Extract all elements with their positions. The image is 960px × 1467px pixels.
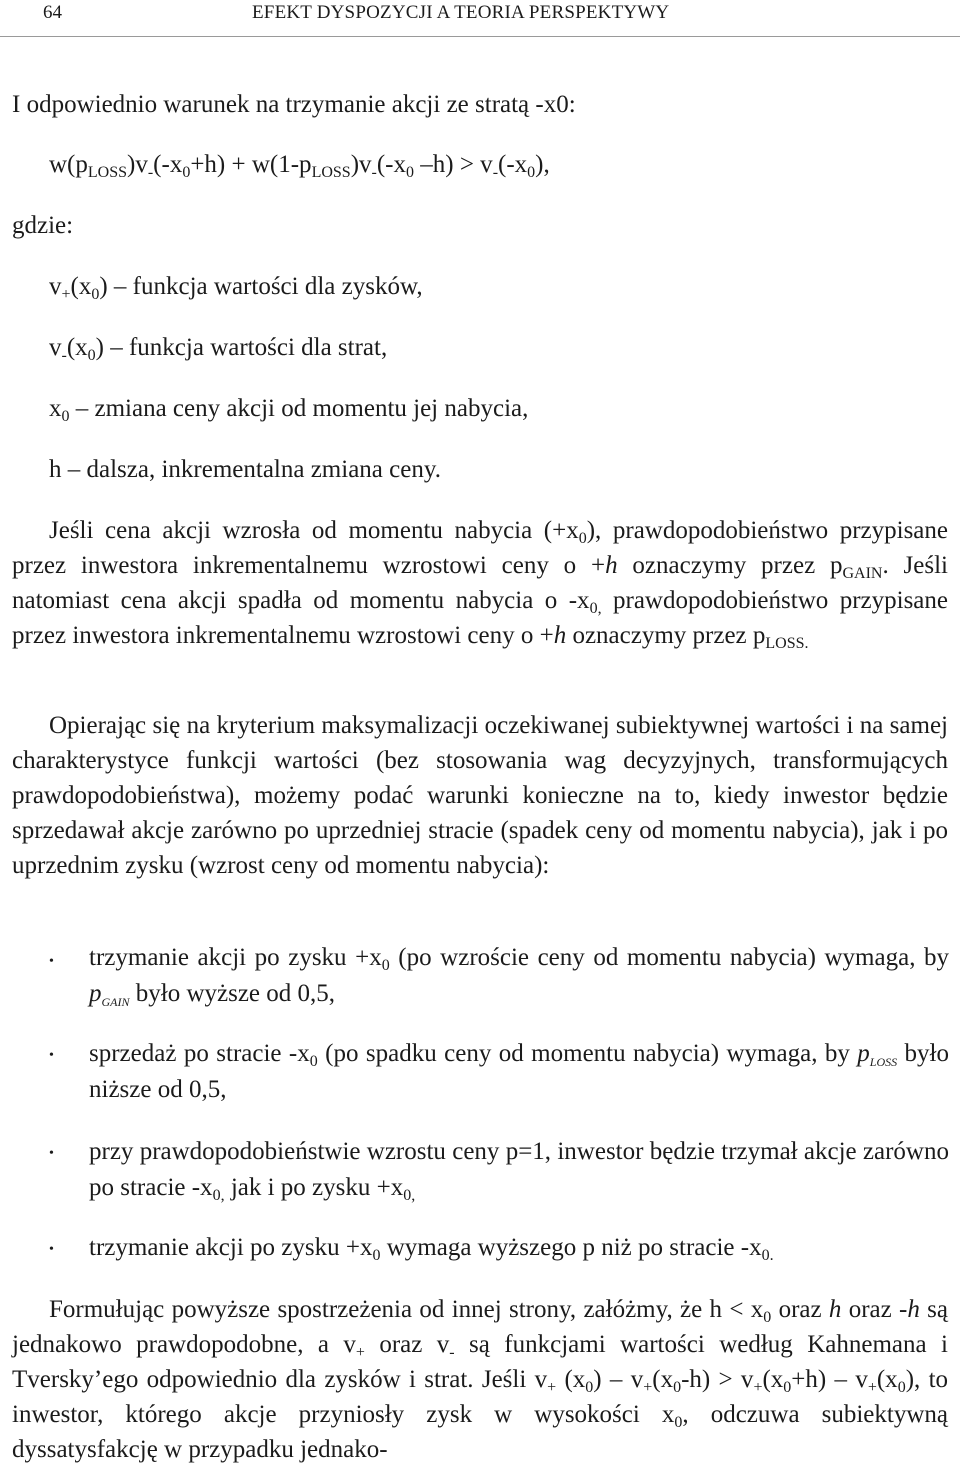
bullet-item-higher-p: trzymanie akcji po zysku $+x_0$ wymaga wyższego p niż po stracie $-x_{0.}$ <box>89 1234 774 1264</box>
bullet-marker: • <box>49 954 54 969</box>
paragraph-probabilities: Jeśli cena akcji wzrosła od momentu nabycia $(+x_0)$, prawdopodobieństwo przypisane przez inwestora inkrementalnemu wzrostowi ceny o +h oznaczymy przez $p_{GAIN}$. Jeśli natomiast cena akcji spadła od momentu nabycia o $-x_{0,}$ prawdopodobieństwo przypisane przez inwestora inkrementalnemu wzrostowi ceny o +h oznaczymy przez $p_{LOSS.}$ <box>12 517 949 652</box>
definition-gain-value: $v_+(x_0)$ – funkcja wartości dla zysków, <box>49 273 423 303</box>
intro-line: I odpowiednio warunek na trzymanie akcji ze stratą -x0: <box>12 91 576 118</box>
bullet-item-holding-gain: trzymanie akcji po zysku $+x_0$ (po wzroście ceny od momentu nabycia) wymaga, by $p_{GAIN}$ było wyższe od 0,5, <box>89 944 950 1009</box>
running-title: EFEKT DYSPOZYCJI A TEORIA PERSPEKTYWY <box>252 2 670 23</box>
bullet-marker: • <box>49 1146 54 1161</box>
running-header <box>0 0 960 37</box>
bullet-marker: • <box>49 1242 54 1257</box>
bullet-marker: • <box>49 1048 54 1063</box>
where-label: gdzie: <box>12 212 74 239</box>
bullet-item-selling-loss: sprzedaż po stracie $-x_0$ (po spadku ceny od momentu nabycia) wymaga, by $p_{LOSS}$ było niższe od 0,5, <box>89 1040 950 1103</box>
formula-loss: $w(p_{LOSS})v_-(-x_0+h) + w(1-p_{LOSS})v_-(-x_0$ $-h) > v_-(-x_0)$, <box>49 151 550 181</box>
definition-h: h – dalsza, inkrementalna zmiana ceny. <box>49 456 441 483</box>
paragraph-kahneman-tversky: Formułując powyższe spostrzeżenia od innej strony, załóżmy, że $h < x_0$ oraz h oraz -h są jednakowo prawdopodobne, a $v_+$ oraz $v_-$ są funkcjami wartości według Kahnemana i Tversky’ego odpowiednio dla zysków i strat. Jeśli $v_+$ $(x_0) - v_+(x_0-h) > v_+(x_0+h) - v_+(x_0)$, to inwestor, którego akcje przyniosły zysk w wysokości $x_0$, odczuwa subiektywną dyssatysfakcję w przypadku jednako- <box>12 1296 949 1463</box>
paragraph-conditions: Opierając się na kryterium maksymalizacji oczekiwanej subiektywnej wartości i na samej charakterystyce funkcji wartości (bez stosowania wag decyzyjnych, transformujących prawdopodobieństwa), możemy podać warunki konieczne na to, kiedy inwestor będzie sprzedawał akcje zarówno po uprzedniej stracie (spadek ceny od momentu nabycia), jak i po uprzednim zysku (wzrost ceny od momentu nabycia): <box>12 712 948 879</box>
bullet-item-probability-one: przy prawdopodobieństwie wzrostu ceny p=1, inwestor będzie trzymał akcje zarówno po stracie $-x_{0,}$ jak i po zysku $+x_{0,}$ <box>89 1138 949 1204</box>
page-number: 64 <box>43 2 62 23</box>
definition-x0: $x_0$ – zmiana ceny akcji od momentu jej nabycia, <box>49 395 529 425</box>
definition-loss-value: $v_-(x_0)$ – funkcja wartości dla strat, <box>49 334 388 364</box>
